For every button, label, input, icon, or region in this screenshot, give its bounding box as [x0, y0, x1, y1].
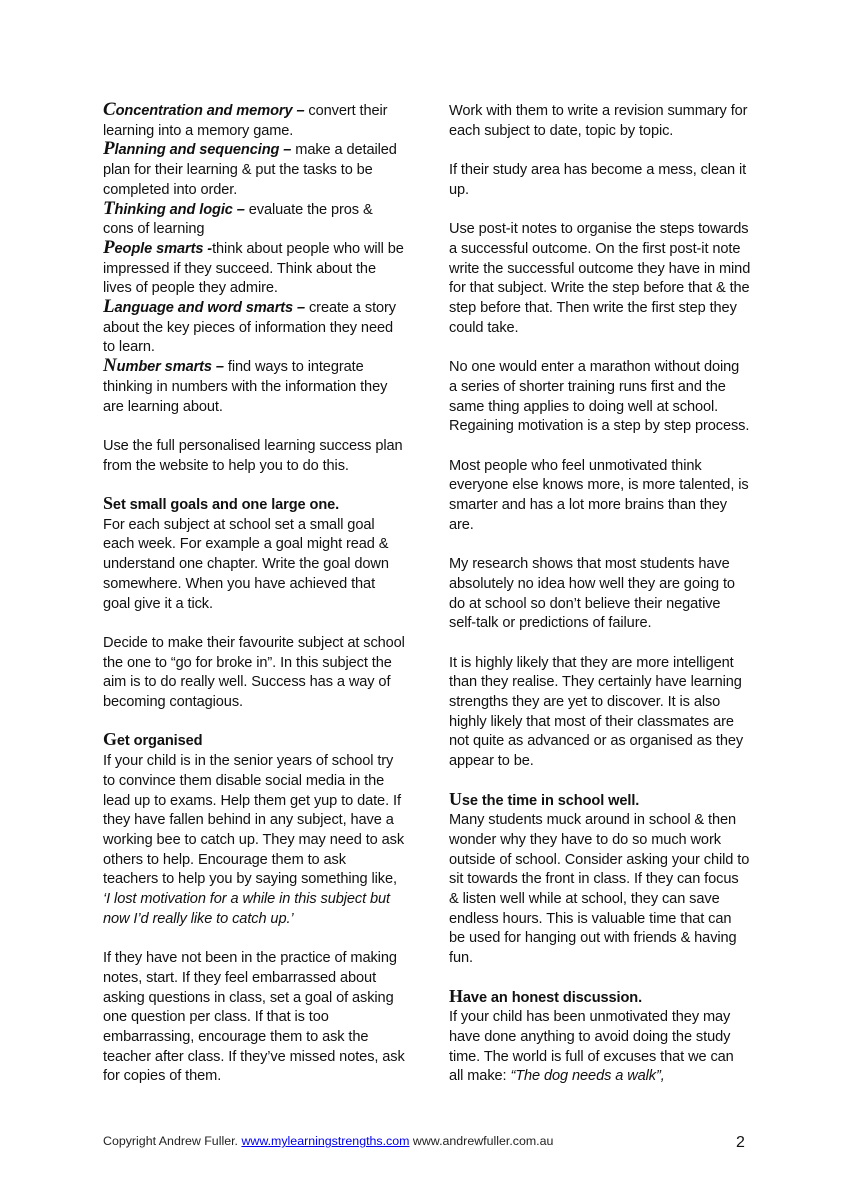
organised-quote: ‘I lost motivation for a while in this subject but now I’d really like to catch up.’ — [103, 891, 391, 927]
revision-paragraph: Work with them to write a revision summary for each subject to date, topic by topic. — [449, 103, 748, 139]
item-heading: eople smarts - — [114, 240, 213, 257]
left-column — [103, 99, 405, 1087]
drop-cap: T — [103, 197, 115, 219]
drop-cap: P — [103, 138, 115, 160]
honest-heading — [449, 985, 751, 1009]
thinking-item — [103, 197, 405, 240]
item-text: think about people who will be impressed if they succeed. Think about the lives of people they admire. — [103, 240, 404, 297]
number-item — [103, 355, 405, 417]
heading-cap: G — [103, 729, 117, 750]
drop-cap: C — [103, 99, 116, 120]
heading-text: et organised — [116, 733, 203, 750]
site-text: www.andrewfuller.com.au — [409, 1134, 554, 1148]
item-text: evaluate the pros & cons of learning — [103, 201, 373, 238]
favourite-paragraph: Decide to make their favourite subject at school the one to “go for broke in”. In this subject the aim is to do really well. Success has a way of becoming contagious. — [103, 634, 405, 711]
item-heading: anguage and word smarts – — [114, 300, 306, 317]
planning-item — [103, 138, 405, 200]
item-text: convert their learning into a memory game. — [103, 103, 388, 139]
item-text: create a story about the key pieces of information they need to learn. — [103, 300, 396, 356]
honest-text: If your child has been unmotivated they may have done anything to avoid doing the study time. The world is full of excuses that we can all make: — [449, 1009, 734, 1085]
heading-text: se the time in school well. — [461, 792, 640, 809]
heading-cap: S — [103, 493, 113, 514]
time-paragraph: Many students muck around in school & then wonder why they have to do so much work outside of school. Consider asking your child to sit towards the front in class. If they can focus & listen well while at school, they can save endless hours. This is valuable time that can be used for hanging out with friends & having fun. — [449, 812, 750, 967]
organised-text: If your child is in the senior years of school try to convince them disable social media in the lead up to exams. Help them get yup to date. If they have fallen behind in any subject, have a working bee to catch up. They may need to ask others to help. Encourage them to ask teachers to help you by saying something like, — [103, 753, 405, 888]
notes-paragraph: If they have not been in the practice of making notes, start. If they feel embarrassed about asking questions in class, set a goal of asking one question per class. If that is too embarrassing, encourage them to ask the teacher after class. If they’ve missed notes, ask for copies of them. — [103, 950, 405, 1085]
organised-paragraph — [103, 752, 405, 929]
heading-cap: U — [449, 788, 462, 809]
heading-text: ave an honest discussion. — [462, 989, 643, 1006]
drop-cap: P — [103, 236, 115, 258]
organised-heading — [103, 729, 405, 752]
goals-heading — [103, 493, 405, 516]
item-text: find ways to integrate thinking in numbers with the information they are learning about. — [103, 359, 388, 415]
marathon-paragraph: No one would enter a marathon without doing a series of shorter training runs first and the same thing applies to doing well at school. Regaining motivation is a step by step process. — [449, 359, 750, 435]
honest-quote: “The dog needs a walk”, — [510, 1068, 665, 1085]
drop-cap: N — [103, 355, 117, 377]
item-text: make a detailed plan for their learning & put the tasks to be completed into order. — [103, 142, 397, 198]
people-item — [103, 236, 405, 299]
page-footer — [103, 1133, 753, 1149]
postit-paragraph: Use post-it notes to organise the steps towards a successful outcome. On the first post-it note write the successful outcome they have in mind for that subject. Write the step before that & the step before that. Then write the first step they could take. — [449, 221, 751, 336]
right-column — [449, 102, 751, 1087]
item-heading: umber smarts – — [116, 359, 224, 376]
mess-paragraph: If their study area has become a mess, clean it up. — [449, 162, 747, 198]
goals-paragraph: For each subject at school set a small goal each week. For example a goal might read & understand one chapter. Write the goal down somewhere. When you have achieved that goal give it a tick. — [103, 516, 389, 612]
item-heading: lanning and sequencing – — [114, 142, 292, 159]
copyright-text: Copyright Andrew Fuller. — [103, 1134, 242, 1148]
heading-text: et small goals and one large one. — [112, 497, 340, 514]
honest-paragraph — [449, 1008, 751, 1087]
language-item — [103, 296, 405, 358]
unmotivated-paragraph: Most people who feel unmotivated think everyone else knows more, is more talented, is smarter and has a lot more brains than they are. — [449, 457, 749, 533]
item-heading: hinking and logic – — [114, 201, 245, 218]
plan-paragraph: Use the full personalised learning success plan from the website to help you to do this. — [103, 437, 403, 474]
learning-strengths-link[interactable]: www.mylearningstrengths.com — [241, 1134, 410, 1148]
heading-cap: H — [449, 985, 463, 1006]
research-paragraph: My research shows that most students have absolutely no idea how well they are going to do at school so don’t believe their negative self-talk or predictions of failure. — [449, 556, 735, 632]
concentration-item — [103, 99, 405, 141]
drop-cap: L — [103, 296, 115, 318]
time-heading — [449, 788, 751, 812]
item-heading: oncentration and memory – — [115, 103, 305, 119]
page-number: 2 — [736, 1134, 745, 1151]
intelligent-paragraph: It is highly likely that they are more intelligent than they realise. They certainly have learning strengths they are yet to discover. It is also highly likely that most of their classmates are not quite as advanced or as organised as they appear to be. — [449, 654, 744, 770]
